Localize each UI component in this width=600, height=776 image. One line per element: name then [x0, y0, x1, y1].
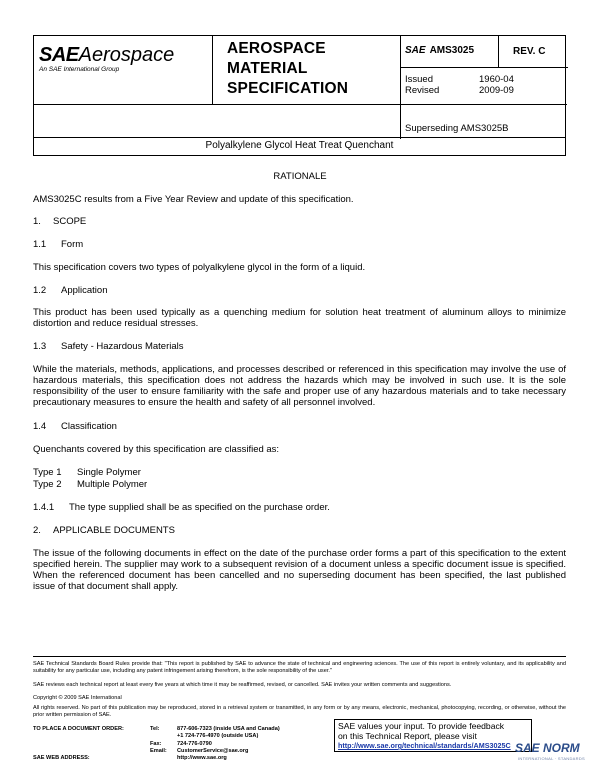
- title-block: [212, 36, 400, 104]
- revised-label: Revised: [405, 85, 440, 96]
- section-2-heading: [33, 525, 175, 536]
- section-1-number: 1.: [33, 216, 41, 227]
- section-1-title: SCOPE: [53, 216, 87, 227]
- type-2-value: Multiple Polymer: [77, 479, 148, 490]
- sae-norm-watermark: SAE NORM: [515, 741, 580, 755]
- logo-subtitle: An SAE International Group: [39, 66, 120, 73]
- email-label: Email:: [150, 747, 167, 754]
- web-label: SAE WEB ADDRESS:: [33, 755, 90, 762]
- issued-row: [405, 74, 514, 85]
- issued-value: 1960-04: [479, 74, 514, 85]
- fax-value: 724-776-0790: [177, 740, 212, 747]
- section-1-1-text: This specification covers two types of polyalkylene glycol in the form of a liquid.: [33, 262, 366, 273]
- footer-notice-1: SAE Technical Standards Board Rules provide that: "This report is published by SAE to advance the state of technical and engineering sciences. The use of this report is entirely voluntary, and its applicability and suitability for any particular use, including any patent infringement arising therefrom, is the sole responsibility of the user.": [33, 661, 566, 674]
- title-line-1: AEROSPACE: [227, 40, 326, 57]
- web-value[interactable]: http://www.sae.org: [177, 755, 227, 762]
- fax-label: Fax:: [150, 740, 162, 747]
- document-header: [33, 35, 566, 138]
- doc-number: [405, 45, 474, 56]
- section-1-2-text: This product has been used typically as a quenching medium for solution heat treatment of aluminum alloys to minimize distortion and reduce residual stresses.: [33, 307, 566, 329]
- revised-row: [405, 85, 514, 96]
- section-1-4-1-number: 1.4.1: [33, 502, 55, 513]
- tel-label: Tel:: [150, 726, 160, 732]
- title-line-3: SPECIFICATION: [227, 80, 349, 97]
- tel-1: 877-606-7323 (inside USA and Canada): [177, 726, 280, 732]
- section-1-1-heading: [33, 239, 83, 250]
- doc-sae-mark: SAE: [405, 45, 426, 56]
- doc-number-value: AMS3025: [429, 45, 475, 56]
- footer-rule: [33, 656, 566, 657]
- dates: [405, 74, 514, 96]
- order-contact-block: [33, 726, 280, 762]
- section-1-2-title: Application: [61, 285, 108, 296]
- section-1-1-title: Form: [61, 239, 84, 250]
- footer-copyright: Copyright © 2009 SAE International: [33, 695, 122, 701]
- type-1-row: [33, 467, 141, 478]
- feedback-box: [334, 719, 532, 752]
- feedback-line-2: on this Technical Report, please visit: [338, 731, 477, 741]
- order-tel2-row: [33, 733, 280, 740]
- section-1-1-number: 1.1: [33, 239, 47, 250]
- logo-sae: SAE: [39, 44, 79, 66]
- rev-divider: [498, 36, 499, 68]
- footer-notice-2: SAE reviews each technical report at least every five years at which time it may be reaffirmed, revised, or cancelled. SAE invites your written comments and suggestions.: [33, 682, 452, 688]
- title-line-2: MATERIAL: [227, 60, 308, 77]
- order-tel-row: [33, 726, 280, 733]
- section-1-3-heading: [33, 341, 184, 352]
- rationale-heading: RATIONALE: [273, 171, 327, 182]
- section-1-3-title: Safety - Hazardous Materials: [61, 341, 184, 352]
- section-1-4-number: 1.4: [33, 421, 47, 432]
- type-2-row: [33, 479, 147, 490]
- document-title: Polyalkylene Glycol Heat Treat Quenchant: [33, 138, 566, 156]
- document-info-block: [400, 36, 567, 139]
- tel-2: +1 724-776-4970 (outside USA): [177, 733, 259, 740]
- footer-rights: All rights reserved. No part of this publication may be reproduced, stored in a retrieval system or transmitted, in any form or by any means, electronic, mechanical, photocopying, recording, or otherwise, without the prior written permission of SAE.: [33, 705, 566, 718]
- section-1-4-title: Classification: [61, 421, 117, 432]
- email-value[interactable]: CustomerService@sae.org: [177, 747, 249, 754]
- rationale-text: AMS3025C results from a Five Year Review and update of this specification.: [33, 194, 354, 205]
- section-1-4-1-text: The type supplied shall be as specified on the purchase order.: [69, 502, 330, 513]
- header-divider: [34, 104, 567, 105]
- revised-value: 2009-09: [479, 85, 514, 96]
- feedback-link[interactable]: http://www.sae.org/technical/standards/AMS3025C: [338, 741, 511, 750]
- section-1-heading: [33, 216, 86, 227]
- section-1-3-text: While the materials, methods, applications, and processes described or referenced in this specification may involve the use of hazardous materials, this specification does not address the hazards which may be involved in such use. It is the sole responsibility of the user to ensure familiarity with the safe and proper use of any hazardous materials and to take necessary precautionary measures to ensure the health and safety of all personnel involved.: [33, 364, 566, 408]
- section-1-4-text: Quenchants covered by this specification are classified as:: [33, 444, 280, 455]
- doc-number-row: [401, 36, 568, 68]
- logo-aerospace: Aerospace: [78, 44, 175, 66]
- type-2-label: Type 2: [33, 479, 62, 490]
- order-email-row: [33, 748, 280, 755]
- section-1-4-heading: [33, 421, 117, 432]
- section-1-4-1: [33, 502, 330, 513]
- section-2-title: APPLICABLE DOCUMENTS: [53, 525, 175, 536]
- order-label: TO PLACE A DOCUMENT ORDER:: [33, 726, 124, 732]
- revision: REV. C: [513, 46, 546, 57]
- section-2-number: 2.: [33, 525, 41, 536]
- sae-norm-tagline: INTERNATIONAL · STANDARDS: [518, 756, 585, 761]
- type-1-label: Type 1: [33, 467, 62, 478]
- logo-block: [34, 36, 212, 104]
- sae-aerospace-logo: [39, 44, 174, 67]
- section-1-2-number: 1.2: [33, 285, 47, 296]
- section-1-2-heading: [33, 285, 107, 296]
- superseding: Superseding AMS3025B: [405, 123, 509, 134]
- section-1-3-number: 1.3: [33, 341, 47, 352]
- order-fax-row: [33, 741, 280, 748]
- web-row: [33, 755, 280, 762]
- type-1-value: Single Polymer: [77, 467, 141, 478]
- feedback-line-1: SAE values your input. To provide feedback: [338, 721, 505, 731]
- issued-label: Issued: [405, 74, 433, 85]
- section-2-text: The issue of the following documents in effect on the date of the purchase order forms a part of this specification to the extent specified herein. The supplier may work to a subsequent revision of a document unless a specific document issue is specified. When the referenced document has been cancelled and no superseding document has been specified, the last published issue of that document shall apply.: [33, 548, 566, 592]
